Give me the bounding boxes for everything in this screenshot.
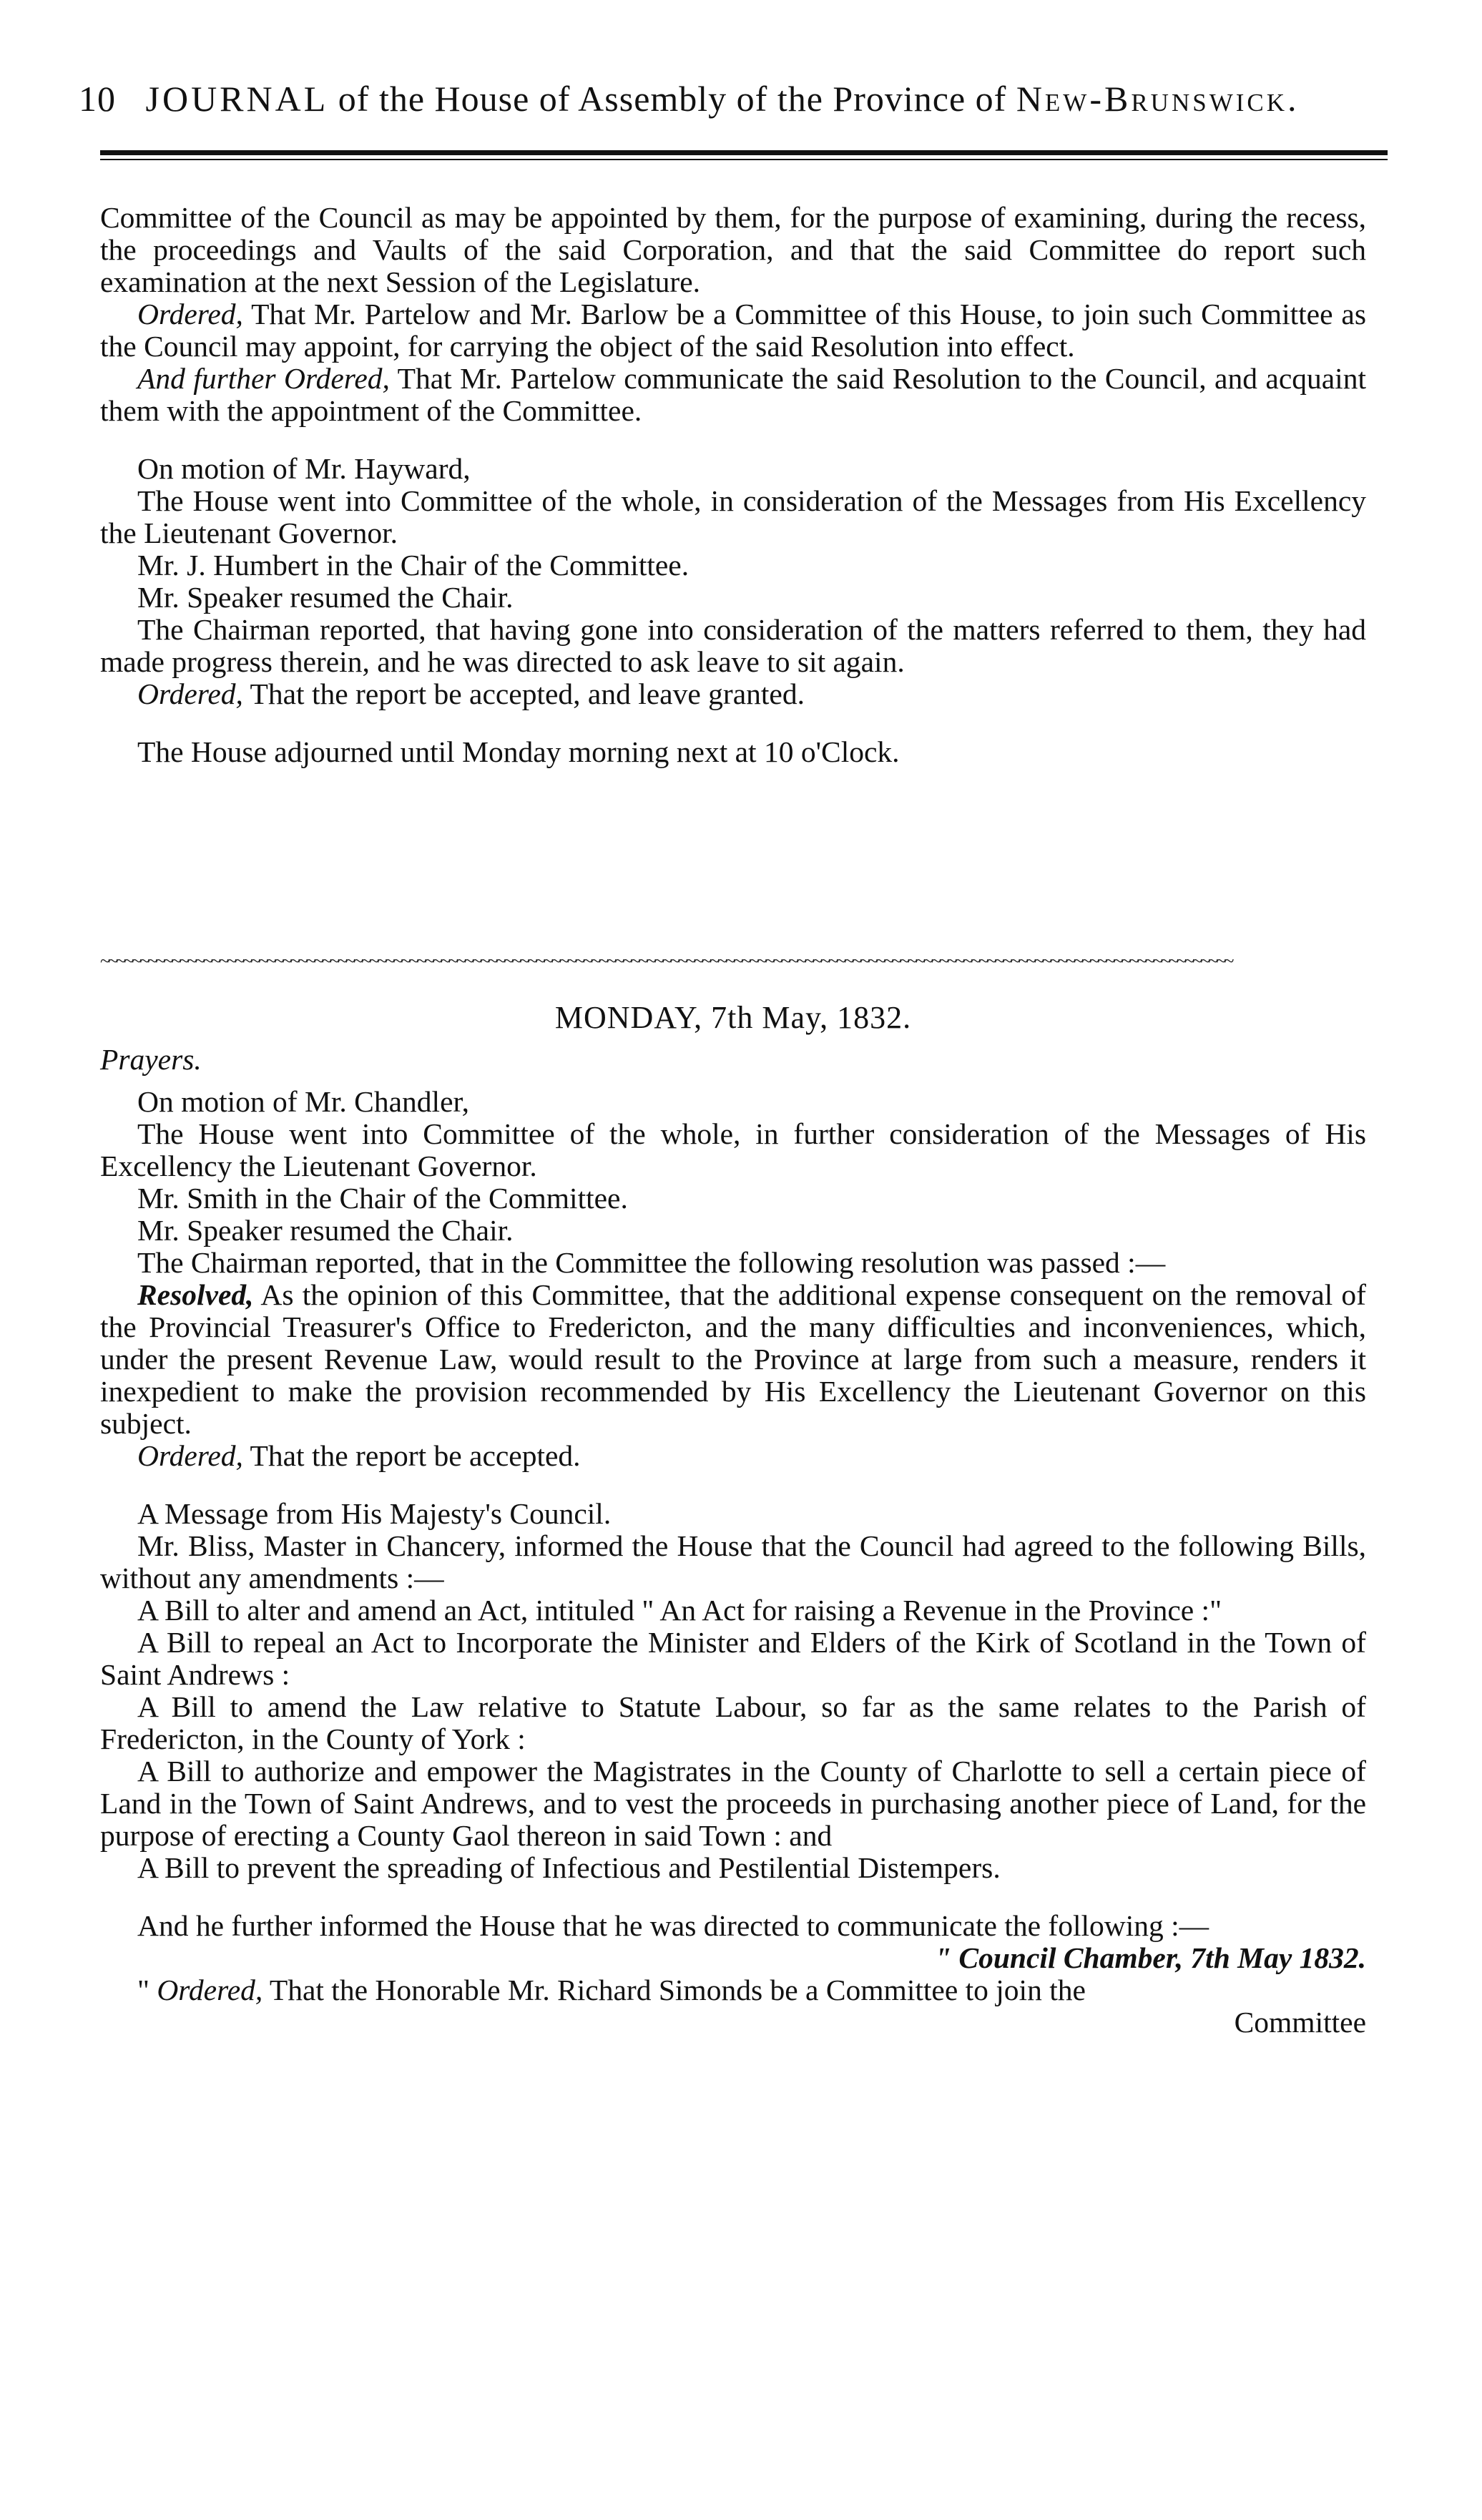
paragraph: The House went into Committee of the whole, in consideration of the Messages from His Excellency the Lieutenant Governor. — [100, 484, 1366, 549]
ordered-label: Ordered, — [137, 298, 243, 330]
paragraph: A Message from His Majesty's Council. — [137, 1497, 612, 1530]
paragraph-text: That the Honorable Mr. Richard Simonds be a Committee to join the — [262, 1974, 1086, 2006]
spacer — [100, 1884, 1366, 1910]
journal-title: JOURNAL — [145, 79, 329, 119]
paragraph: The Chairman reported, that in the Committee the following resolution was passed :— — [137, 1246, 1166, 1279]
paragraph: The Chairman reported, that having gone into consideration of the matters referred to them, they had made progress therein, and he was directed to ask leave to sit again. — [100, 613, 1366, 678]
bill-item: A Bill to prevent the spreading of Infectious and Pestilential Distempers. — [137, 1851, 1001, 1884]
spacer — [100, 1034, 1366, 1044]
bill-item: A Bill to authorize and empower the Magistrates in the County of Charlotte to sell a certain piece of Land in the Town of Saint Andrews, and to vest the proceeds in purchasing another piece of Land, for the purpose of erecting a County Gaol thereon in said Town : and — [100, 1755, 1366, 1852]
adjournment-note: The House adjourned until Monday morning next at 10 o'Clock. — [137, 735, 900, 768]
paragraph: On motion of Mr. Hayward, — [137, 452, 471, 485]
further-ordered-label: And further Ordered, — [137, 362, 390, 395]
spacer — [100, 1076, 1366, 1086]
paragraph — [100, 363, 1366, 427]
paragraph-text: As the opinion of this Committee, that the additional expense consequent on the removal of the Provincial Treasurer's Office to Fredericton, and the many difficulties and inconveniences, which, under the present Revenue Law, would result to the Province at large from such a measure, renders it inexpedient to make the provision recommended by His Excellency the Lieutenant Governor on this subject. — [100, 1278, 1366, 1440]
paragraph — [100, 1440, 1366, 1472]
section-separator: ~~~~~~~~~~~~~~~~~~~~~~~~~~~~~~~~~~~~~~~~~~~~~~~~~~~~~~~~~~~~~~~~~~~~~~~~~~~~~~~~~~~~~~~~~~~~~~~~~~~~~~~~~~~~~~~~~~~~~~~~~~~~~~~~~~~~~~~~~~~~~~~ — [100, 955, 1232, 968]
paragraph-text: That Mr. Partelow communicate the said Resolution to the Council, and acquaint them with the appointment of the Committee. — [100, 362, 1366, 427]
page-number: 10 — [79, 79, 116, 119]
paragraph-text: That Mr. Partelow and Mr. Barlow be a Committee of this House, to join such Committee as the Council may appoint, for carrying the object of the said Resolution into effect. — [100, 298, 1366, 363]
paragraph: Committee of the Council as may be appointed by them, for the purpose of examining, during the recess, the proceedings and Vaults of the said Corporation, and that the said Committee do report such examination at the next Session of the Legislature. — [100, 201, 1366, 298]
date-heading: MONDAY, 7th May, 1832. — [554, 1000, 912, 1035]
paragraph: Mr. J. Humbert in the Chair of the Committee. — [137, 549, 690, 582]
spacer — [100, 710, 1366, 736]
paragraph-text: That the report be accepted, and leave granted. — [242, 677, 805, 710]
paragraph: Mr. Speaker resumed the Chair. — [137, 581, 514, 614]
open-quote: " — [137, 1974, 157, 2006]
paragraph: And he further informed the House that he was directed to communicate the following :— — [137, 1909, 1209, 1942]
bill-item: A Bill to repeal an Act to Incorporate the Minister and Elders of the Kirk of Scotland in the Town of Saint Andrews : — [100, 1626, 1366, 1691]
council-chamber-dateline: " Council Chamber, 7th May 1832. — [935, 1941, 1366, 1974]
bill-item: A Bill to amend the Law relative to Statute Labour, so far as the same relates to the Parish of Fredericton, in the County of York : — [100, 1690, 1366, 1755]
section-monday — [100, 1001, 1366, 2039]
ordered-label: Ordered, — [157, 1974, 263, 2006]
ordered-label: Ordered, — [137, 677, 243, 710]
paragraph: Mr. Smith in the Chair of the Committee. — [137, 1182, 628, 1215]
resolution-paragraph — [100, 1279, 1366, 1440]
catchword: Committee — [1234, 2006, 1366, 2039]
section-continuation — [100, 202, 1366, 768]
paragraph — [100, 1974, 1366, 2006]
running-header — [79, 77, 1409, 120]
ordered-label: Ordered, — [137, 1439, 243, 1472]
spacer — [100, 427, 1366, 453]
spacer — [100, 1472, 1366, 1498]
header-rule — [100, 150, 1388, 155]
paragraph: The House went into Committee of the whole, in further consideration of the Messages of His Excellency the Lieutenant Governor. — [100, 1117, 1366, 1182]
prayers-label: Prayers. — [100, 1043, 202, 1076]
paragraph — [100, 298, 1366, 363]
province-name: New-Brunswick. — [1016, 79, 1300, 119]
paragraph: Mr. Bliss, Master in Chancery, informed the House that the Council had agreed to the following Bills, without any amendments :— — [100, 1529, 1366, 1594]
paragraph: On motion of Mr. Chandler, — [137, 1085, 470, 1118]
paragraph — [100, 678, 1366, 710]
paragraph-text: That the report be accepted. — [242, 1439, 581, 1472]
bill-item: A Bill to alter and amend an Act, intituled " An Act for raising a Revenue in the Province :" — [137, 1594, 1222, 1627]
journal-title-middle: of the House of Assembly of the Province of — [328, 79, 1016, 119]
paragraph: Mr. Speaker resumed the Chair. — [137, 1214, 514, 1247]
header-rule-thin — [100, 159, 1388, 160]
resolved-label: Resolved, — [137, 1278, 254, 1311]
